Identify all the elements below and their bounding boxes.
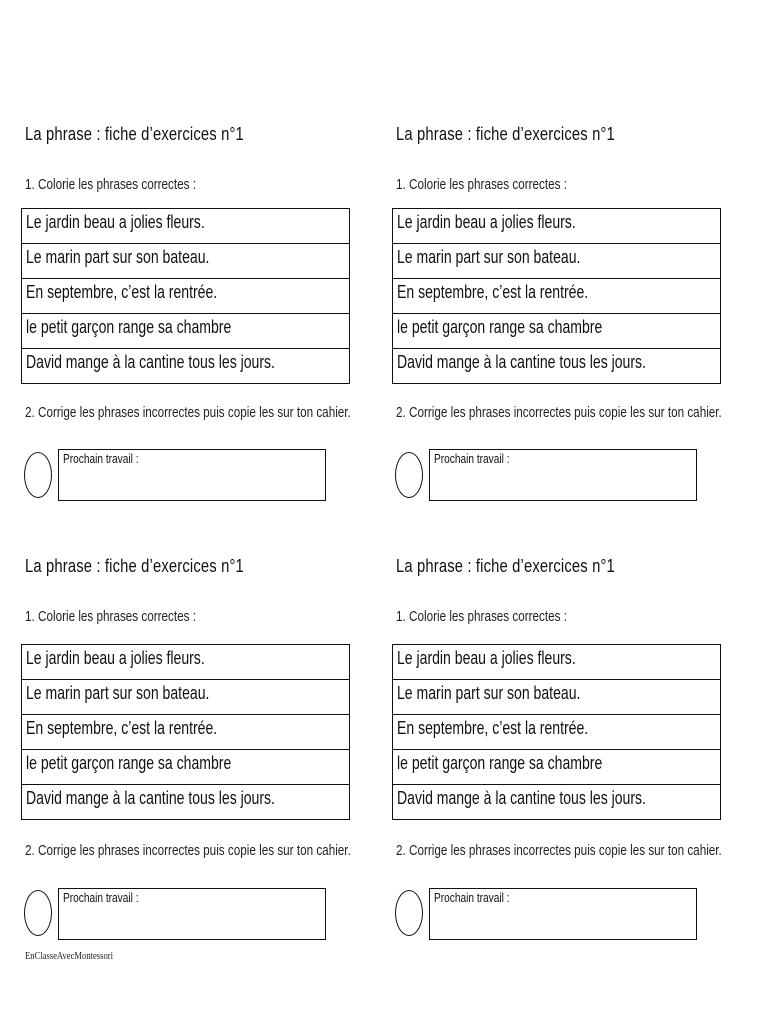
- sentence-row[interactable]: [393, 244, 721, 279]
- sentence-text: Le jardin beau a jolies fleurs.: [397, 212, 576, 232]
- sentence-row[interactable]: [22, 314, 350, 349]
- sentence-row[interactable]: [22, 750, 350, 785]
- check-circle[interactable]: [395, 452, 423, 498]
- worksheet: [392, 556, 762, 956]
- sentence-row[interactable]: [393, 785, 721, 820]
- worksheet: [21, 556, 391, 956]
- next-work-label: Prochain travail :: [63, 890, 139, 905]
- next-work-label: Prochain travail :: [434, 451, 510, 466]
- check-circle[interactable]: [24, 452, 52, 498]
- instruction-correct: 2. Corrige les phrases incorrectes puis copie les sur ton cahier.: [25, 404, 351, 421]
- instruction-correct: 2. Corrige les phrases incorrectes puis copie les sur ton cahier.: [396, 842, 722, 859]
- instruction-correct: 2. Corrige les phrases incorrectes puis copie les sur ton cahier.: [25, 842, 351, 859]
- sentence-text: David mange à la cantine tous les jours.: [397, 788, 646, 808]
- next-work-box[interactable]: [429, 449, 697, 501]
- sentence-row[interactable]: [22, 209, 350, 244]
- next-work-box[interactable]: [58, 888, 326, 940]
- next-work-box[interactable]: [58, 449, 326, 501]
- sentence-row[interactable]: [393, 715, 721, 750]
- sentence-row[interactable]: [393, 750, 721, 785]
- next-work-label: Prochain travail :: [434, 890, 510, 905]
- sentence-row[interactable]: [22, 680, 350, 715]
- worksheet-title: La phrase : fiche d’exercices n°1: [25, 556, 244, 576]
- sentence-text: Le jardin beau a jolies fleurs.: [26, 212, 205, 232]
- sentence-table: [21, 208, 350, 384]
- sentence-row[interactable]: [22, 715, 350, 750]
- sentence-text: David mange à la cantine tous les jours.: [26, 788, 275, 808]
- sentence-text: David mange à la cantine tous les jours.: [26, 352, 275, 372]
- sentence-text: En septembre, c’est la rentrée.: [26, 718, 218, 738]
- sentence-text: le petit garçon range sa chambre: [397, 753, 603, 773]
- next-work-label: Prochain travail :: [63, 451, 139, 466]
- instruction-color: 1. Colorie les phrases correctes :: [25, 608, 197, 625]
- sentence-text: le petit garçon range sa chambre: [26, 317, 232, 337]
- sentence-row[interactable]: [22, 645, 350, 680]
- sentence-text: En septembre, c’est la rentrée.: [397, 718, 589, 738]
- sentence-text: En septembre, c’est la rentrée.: [26, 282, 218, 302]
- sentence-table: [21, 644, 350, 820]
- sentence-text: Le jardin beau a jolies fleurs.: [26, 648, 205, 668]
- sentence-text: En septembre, c’est la rentrée.: [397, 282, 589, 302]
- worksheet: [392, 124, 762, 524]
- worksheet: [21, 124, 391, 524]
- worksheet-title: La phrase : fiche d’exercices n°1: [396, 556, 615, 576]
- sentence-table: [392, 644, 721, 820]
- worksheet-title: La phrase : fiche d’exercices n°1: [396, 124, 615, 144]
- sentence-row[interactable]: [22, 349, 350, 384]
- next-work-box[interactable]: [429, 888, 697, 940]
- sentence-row[interactable]: [22, 785, 350, 820]
- sentence-row[interactable]: [393, 314, 721, 349]
- instruction-color: 1. Colorie les phrases correctes :: [25, 176, 197, 193]
- sentence-row[interactable]: [22, 244, 350, 279]
- instruction-correct: 2. Corrige les phrases incorrectes puis copie les sur ton cahier.: [396, 404, 722, 421]
- sentence-text: Le marin part sur son bateau.: [26, 247, 210, 267]
- sentence-row[interactable]: [22, 279, 350, 314]
- sentence-text: Le marin part sur son bateau.: [26, 683, 210, 703]
- instruction-color: 1. Colorie les phrases correctes :: [396, 608, 568, 625]
- check-circle[interactable]: [24, 890, 52, 936]
- sentence-table: [392, 208, 721, 384]
- sentence-text: David mange à la cantine tous les jours.: [397, 352, 646, 372]
- sentence-row[interactable]: [393, 279, 721, 314]
- sentence-row[interactable]: [393, 349, 721, 384]
- sentence-text: le petit garçon range sa chambre: [26, 753, 232, 773]
- sentence-row[interactable]: [393, 209, 721, 244]
- sentence-text: Le marin part sur son bateau.: [397, 247, 581, 267]
- worksheet-title: La phrase : fiche d’exercices n°1: [25, 124, 244, 144]
- sentence-text: Le marin part sur son bateau.: [397, 683, 581, 703]
- check-circle[interactable]: [395, 890, 423, 936]
- instruction-color: 1. Colorie les phrases correctes :: [396, 176, 568, 193]
- sentence-row[interactable]: [393, 680, 721, 715]
- sentence-row[interactable]: [393, 645, 721, 680]
- footer-credit: EnClasseAvecMontessori: [25, 950, 114, 962]
- sentence-text: Le jardin beau a jolies fleurs.: [397, 648, 576, 668]
- sentence-text: le petit garçon range sa chambre: [397, 317, 603, 337]
